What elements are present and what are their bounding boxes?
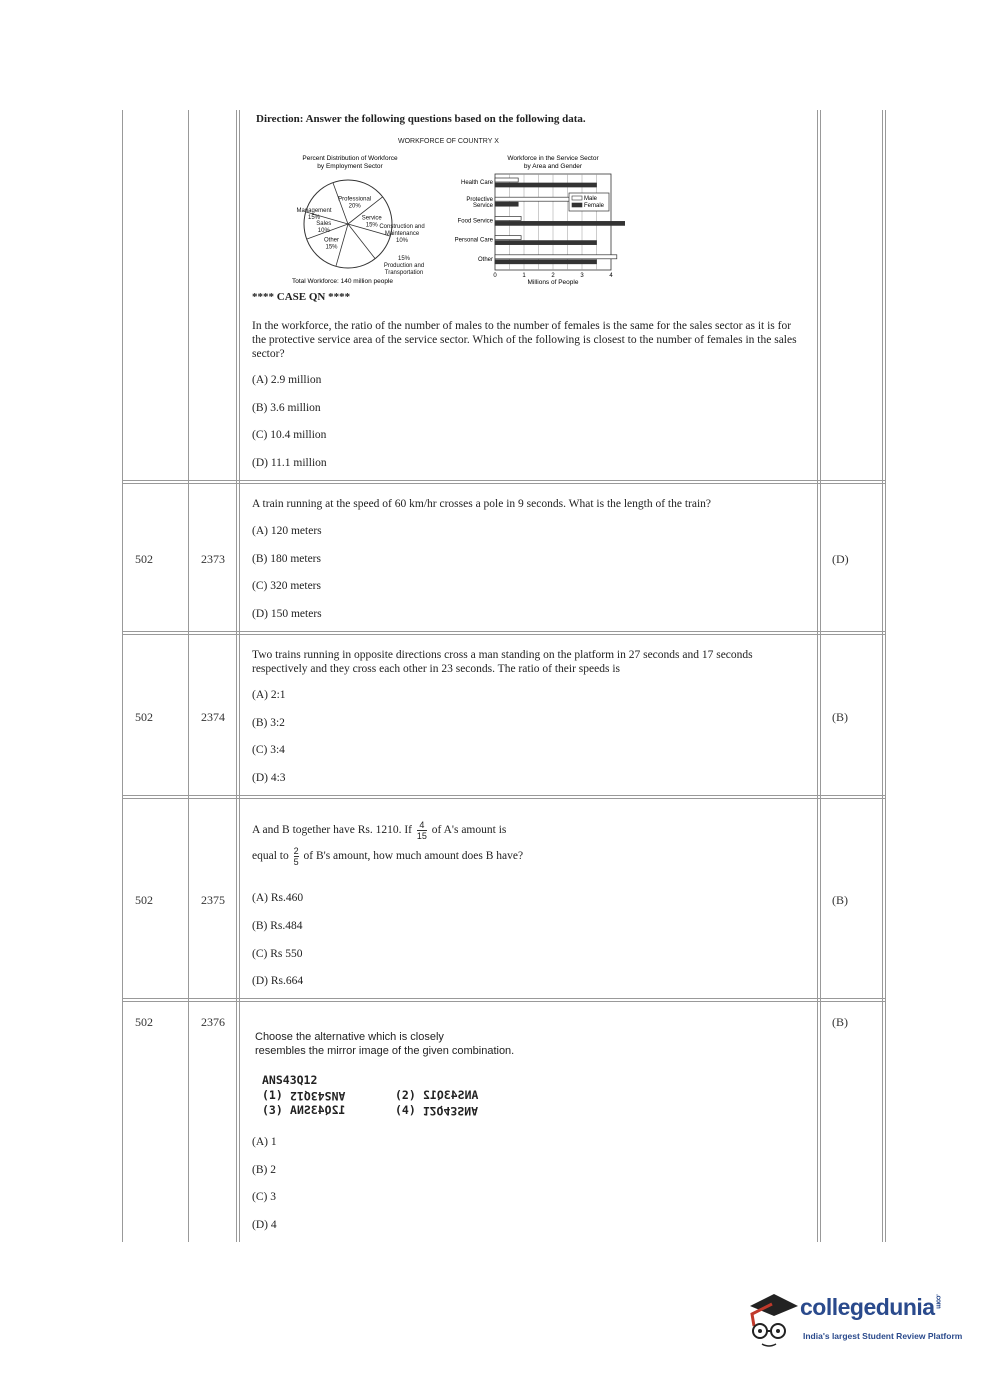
col1-value: 502 — [135, 893, 153, 907]
fraction-2-5: $\frac{2}{5}$ — [293, 846, 299, 867]
option-d: (D) 4:3 — [252, 772, 286, 784]
bar-tick-label: 3 — [580, 273, 584, 279]
pie-label-professional: Professional — [338, 196, 372, 203]
pie-label-sales: Sales — [316, 220, 332, 227]
col1-value: 502 — [135, 1015, 153, 1029]
legend-label-female: Female — [584, 203, 605, 209]
bar-male-other — [495, 255, 617, 259]
pie-label-value-other: 15% — [325, 244, 338, 251]
mirror-option-3-num: (3) — [262, 1103, 283, 1117]
option-c: (C) 320 meters — [252, 580, 321, 592]
answer-key: (B) — [832, 1015, 848, 1029]
bar-male-health-care — [495, 178, 518, 182]
question-text-line2: resembles the mirror image of the given combination. — [255, 1045, 515, 1057]
bar-category-label: Protective — [466, 197, 493, 204]
option-a: (A) 2:1 — [252, 689, 286, 701]
option-b: (B) 3:2 — [252, 717, 285, 729]
mirror-combination — [262, 1073, 478, 1118]
pie-label-value-service: 15% — [365, 222, 378, 229]
bar-xlabel: Millions of People — [527, 279, 579, 286]
mirror-option-2: ANS43Q12 — [422, 1088, 479, 1102]
mirror-option-2-num: (2) — [394, 1088, 416, 1102]
bar-category-label: Other — [477, 256, 493, 263]
option-d: (D) 150 meters — [252, 608, 322, 620]
option-d: (D) Rs.664 — [252, 975, 304, 987]
legend-label-male: Male — [584, 196, 598, 202]
option-a: (A) 1 — [252, 1136, 277, 1148]
pie-label-service: Service — [361, 215, 382, 222]
question-id: 2374 — [201, 710, 225, 724]
legend-swatch-male — [572, 196, 582, 200]
logo-wordmark[interactable]: collegedunia.com — [800, 1294, 942, 1320]
pie-label-production-and-transportation: 15% — [397, 256, 411, 262]
pie-label-construction-and-maintenance: Construction and — [379, 224, 425, 230]
bar-female-personal-care — [495, 241, 597, 245]
bar-category-label: Food Service — [457, 218, 493, 225]
bar-female-other — [495, 260, 597, 264]
pie-label-other: Other — [324, 237, 340, 244]
fraction-4-15: $\frac{4}{15}$ — [416, 820, 427, 841]
option-b: (B) 3.6 million — [252, 402, 321, 414]
question-text: Two trains running in opposite directions cross a man standing on the platform in 27 seconds and 17 seconds respectively and they cross each other in 23 seconds. The ratio of their speeds is — [252, 649, 753, 675]
question-id: 2375 — [201, 893, 225, 907]
case-label: **** CASE QN **** — [252, 291, 351, 303]
option-c: (C) Rs 550 — [252, 948, 303, 960]
bar-tick-label: 0 — [493, 273, 497, 279]
pie-title-line1: Percent Distribution of Workforce — [302, 155, 398, 162]
option-a: (A) Rs.460 — [252, 892, 304, 904]
given-combination: ANS43Q12 — [262, 1073, 318, 1087]
bar-chart — [445, 150, 625, 290]
pie-label-transportation: Transportation — [384, 270, 424, 276]
pie-label-production: Production and — [383, 263, 425, 269]
option-c: (C) 10.4 million — [252, 429, 327, 441]
question-id: 2373 — [201, 552, 225, 566]
bar-female-food-service — [495, 221, 625, 225]
option-c: (C) 3 — [252, 1191, 276, 1203]
pie-label-pct-construction: 10% — [395, 238, 409, 244]
option-b: (B) 180 meters — [252, 553, 321, 565]
mirror-option-1: ANS43Q12 — [289, 1089, 346, 1103]
bar-female-protective-service — [495, 202, 518, 206]
bar-tick-label: 1 — [522, 273, 526, 279]
bar-female-health-care — [495, 183, 597, 187]
pie-label-value-professional: 20% — [348, 203, 361, 210]
pie-footnote: Total Workforce: 140 million people — [292, 278, 394, 285]
bar-male-personal-care — [495, 236, 521, 240]
bar-category-label: Service — [472, 203, 493, 210]
bar-male-food-service — [495, 216, 521, 220]
option-b: (B) 2 — [252, 1164, 276, 1176]
bar-title-line2: by Area and Gender — [523, 163, 583, 170]
question-text: A train running at the speed of 60 km/hr crosses a pole in 9 seconds. What is the length of the train? — [252, 498, 712, 510]
bar-category-label: Personal Care — [454, 237, 493, 244]
question-text-line1: A and B together have Rs. 1210. If $\frac{4}{15}$ of A's amount is — [252, 820, 507, 841]
option-a: (A) 120 meters — [252, 525, 322, 537]
answer-key: (B) — [832, 893, 848, 907]
bar-category-label: Health Care — [460, 180, 493, 186]
col1-value: 502 — [135, 552, 153, 566]
option-d: (D) 4 — [252, 1219, 277, 1231]
direction-text: Direction: Answer the following questions based on the following data. — [256, 113, 586, 125]
question-text: In the workforce, the ratio of the number of males to the number of females is the same for the sales sector as it is for the protective service area of the service sector. Which of the following is closest to the number of females in the sales sector? — [252, 320, 797, 360]
mirror-option-3: 12Q43SNA — [289, 1103, 346, 1117]
pie-label-value-construction-and-maintenance: Maintenance — [384, 231, 420, 237]
bar-tick-label: 4 — [609, 273, 613, 279]
pie-label-management: Management — [296, 208, 332, 214]
mirror-option-1-num: (1) — [262, 1088, 283, 1102]
chart-title: WORKFORCE OF COUNTRY X — [398, 138, 499, 145]
question-id: 2376 — [201, 1015, 225, 1029]
logo-tagline: India's largest Student Review Platform — [803, 1331, 963, 1341]
answer-key: (D) — [832, 552, 849, 566]
question-text-line2: equal to $\frac{2}{5}$ of B's amount, how much amount does B have? — [252, 846, 524, 867]
legend-swatch-female — [572, 203, 582, 207]
pie-label-value-management: 15% — [307, 215, 321, 221]
bar-title-line1: Workforce in the Service Sector — [507, 155, 599, 162]
bar-tick-label: 2 — [551, 273, 555, 279]
pie-label-value-sales: 10% — [317, 227, 330, 234]
option-d: (D) 11.1 million — [252, 457, 327, 469]
bar-male-protective-service — [495, 197, 576, 201]
pie-chart — [280, 150, 450, 290]
option-a: (A) 2.9 million — [252, 374, 322, 386]
option-b: (B) Rs.484 — [252, 920, 303, 932]
mirror-option-4: 12Q43SNA — [422, 1104, 479, 1118]
option-c: (C) 3:4 — [252, 744, 285, 756]
col1-value: 502 — [135, 710, 153, 724]
question-text-line1: Choose the alternative which is closely — [255, 1031, 444, 1043]
pie-title-line2: by Employment Sector — [317, 163, 383, 170]
answer-key: (B) — [832, 710, 848, 724]
mirror-option-4-num: (4) — [394, 1103, 416, 1117]
